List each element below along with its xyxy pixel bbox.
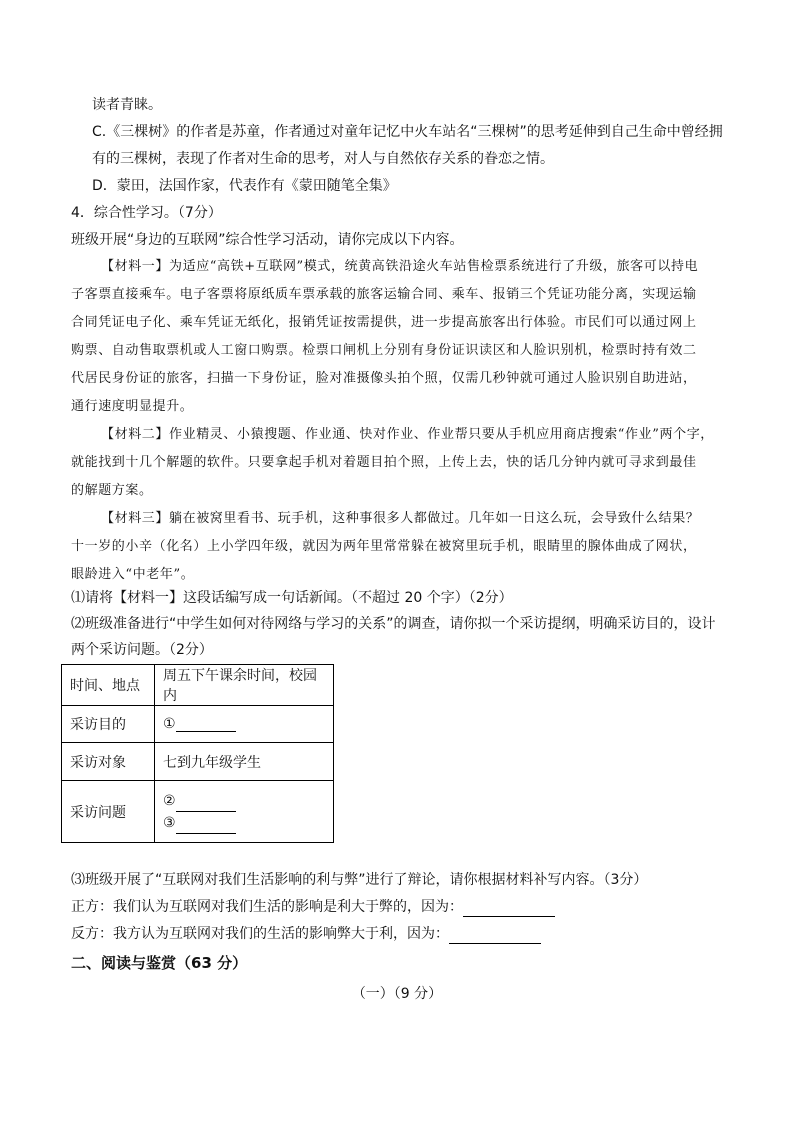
material-1-line5: 代居民身份证的旅客，扫描一下身份证，脸对准摄像头拍个照，仅需几秒钟就可通过人脸识别自助进站， bbox=[71, 371, 697, 386]
sub-question-3: ⑶班级开展了“互联网对我们生活影响的利与弊”进行了辩论，请你根据材料补写内容。（3分） bbox=[71, 872, 648, 888]
time-place-value: 周五下午课余时间，校园内 bbox=[155, 665, 334, 706]
material-1-line1: 【材料一】为适应“高铁+互联网”模式，统黄高铁沿途火车站售检票系统进行了升级，旅客可以持电 bbox=[101, 259, 699, 274]
interview-target-value: 七到九年级学生 bbox=[155, 743, 334, 781]
time-place-label: 时间、地点 bbox=[62, 665, 155, 706]
blank-marker-2: ② bbox=[163, 792, 176, 809]
interview-purpose-cell[interactable] bbox=[155, 706, 334, 743]
interview-questions-label: 采访问题 bbox=[62, 781, 155, 843]
material-1-line3: 合同凭证电子化、乘车凭证无纸化，报销凭证按需提供，进一步提高旅客出行体验。市民们可以通过网上 bbox=[71, 315, 697, 330]
con-side-text: 反方：我方认为互联网对我们的生活的影响弊大于利，因为： bbox=[71, 926, 449, 942]
blank-marker-1: ① bbox=[163, 716, 176, 732]
question-4-title: 4．综合性学习。（7分） bbox=[71, 205, 222, 221]
pro-answer-blank[interactable] bbox=[463, 901, 555, 917]
section-2-heading: 二、阅读与鉴赏（63 分） bbox=[71, 954, 248, 972]
sub-question-1: ⑴请将【材料一】这段话编写成一句话新闻。（不超过 20 个字）（2分） bbox=[71, 590, 513, 606]
interview-purpose-label: 采访目的 bbox=[62, 706, 155, 743]
material-1-line6: 通行速度明显提升。 bbox=[71, 399, 194, 414]
material-3-line2: 十一岁的小辛（化名）上小学四年级，就因为两年里常常躲在被窝里玩手机，眼睛里的腺体曲成了网状， bbox=[71, 539, 697, 554]
option-c-line2: 有的三棵树，表现了作者对生命的思考，对人与自然依存关系的眷恋之情。 bbox=[92, 151, 554, 167]
con-answer-blank[interactable] bbox=[449, 928, 541, 944]
sub-question-2-line2: 两个采访问题。（2分） bbox=[71, 642, 213, 658]
material-2-line2: 就能找到十几个解题的软件。只要拿起手机对着题目拍个照，上传上去，快的话几分钟内就可寻求到最佳 bbox=[71, 455, 697, 470]
con-side-line bbox=[71, 924, 541, 944]
interview-questions-cell[interactable] bbox=[155, 781, 334, 843]
pro-side-text: 正方：我们认为互联网对我们生活的影响是利大于弊的，因为： bbox=[71, 899, 463, 915]
material-2-line3: 的解题方案。 bbox=[71, 483, 153, 498]
answer-blank-1[interactable] bbox=[176, 716, 236, 732]
option-d: D．蒙田，法国作家，代表作有《蒙田随笔全集》 bbox=[92, 178, 397, 194]
answer-blank-3[interactable] bbox=[176, 818, 236, 834]
activity-intro: 班级开展“身边的互联网”综合性学习活动，请你完成以下内容。 bbox=[71, 232, 464, 248]
material-1-line2: 子客票直接乘车。电子客票将原纸质车票承载的旅客运输合同、乘车、报销三个凭证功能分离，实现运输 bbox=[71, 287, 697, 302]
material-1-line4: 购票、自动售取票机或人工窗口购票。检票口闸机上分别有身份证识读区和人脸识别机，检票时持有效二 bbox=[71, 343, 697, 358]
option-c-line1: C.《三棵树》的作者是苏童，作者通过对童年记忆中火车站名“三棵树”的思考延伸到自己生命中曾经拥 bbox=[92, 124, 723, 140]
interview-outline-table bbox=[61, 664, 334, 843]
material-2-line1: 【材料二】作业精灵、小猿搜题、作业通、快对作业、作业帮只要从手机应用商店搜索“作业”两个字， bbox=[101, 427, 714, 442]
sub-question-2-line1: ⑵班级准备进行“中学生如何对待网络与学习的关系”的调查，请你拟一个采访提纲，明确采访目的，设计 bbox=[71, 616, 716, 632]
material-3-line3: 眼龄进入“中老年”。 bbox=[71, 567, 195, 582]
option-b-tail: 读者青睐。 bbox=[92, 97, 162, 113]
answer-blank-2[interactable] bbox=[176, 796, 236, 812]
blank-marker-3: ③ bbox=[163, 814, 176, 831]
interview-target-label: 采访对象 bbox=[62, 743, 155, 781]
material-3-line1: 【材料三】躺在被窝里看书、玩手机，这种事很多人都做过。几年如一日这么玩，会导致什么结果？ bbox=[101, 511, 700, 526]
subsection-1-heading: （一）（9 分） bbox=[351, 986, 443, 1002]
pro-side-line bbox=[71, 897, 555, 917]
